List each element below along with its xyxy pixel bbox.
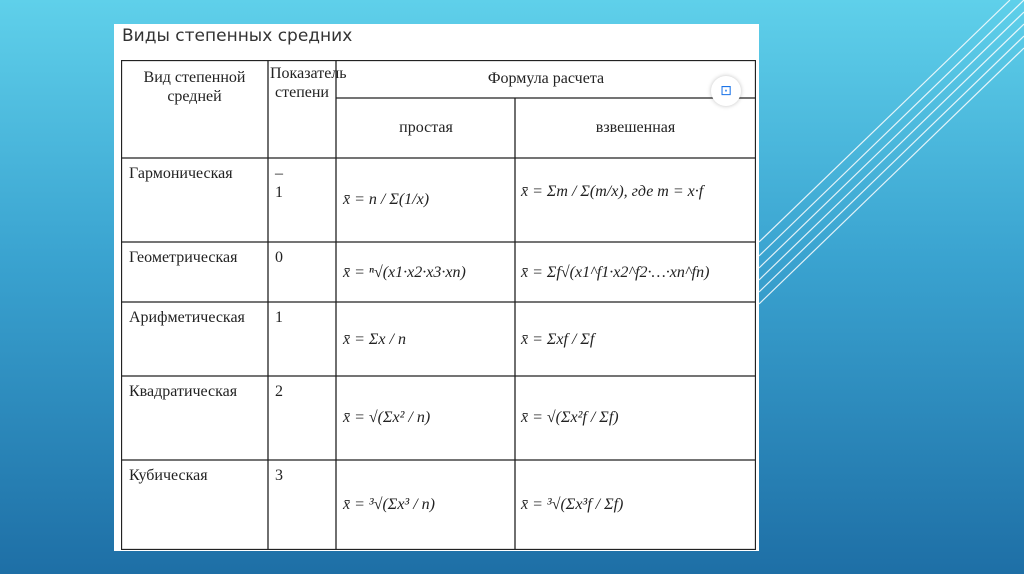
formula-harmonic-simple: x̄ = n / Σ(1/x) xyxy=(343,191,430,208)
row-quadratic-name: Квадратическая xyxy=(129,383,238,400)
visual-search-icon[interactable]: ⊡ xyxy=(711,76,741,106)
formula-quadratic-simple: x̄ = √(Σx² / n) xyxy=(343,409,431,426)
row-harmonic-name: Гармоническая xyxy=(129,165,233,182)
row-arithmetic-name: Арифметическая xyxy=(129,309,245,326)
row-harmonic-exponent: –1 xyxy=(275,165,283,201)
formula-geometric-weighted: x̄ = Σf√(x1^f1·x2^f2·…·xn^fn) xyxy=(521,264,710,281)
formula-arithmetic-simple: x̄ = Σx / n xyxy=(343,331,406,348)
row-arithmetic-exponent: 1 xyxy=(275,309,283,326)
row-quadratic-exponent: 2 xyxy=(275,383,283,400)
slide-title: Виды степенных средних xyxy=(122,26,353,46)
header-type: Вид степенной средней xyxy=(143,69,246,105)
formula-cubic-simple: x̄ = ³√(Σx³ / n) xyxy=(343,496,435,513)
row-cubic-name: Кубическая xyxy=(129,467,208,484)
formula-geometric-simple: x̄ = ⁿ√(x1·x2·x3·xn) xyxy=(343,264,466,281)
formula-harmonic-weighted: x̄ = Σm / Σ(m/x), где m = x·f xyxy=(521,183,704,200)
header-exponent: Показатель степени xyxy=(270,65,347,101)
header-simple: простая xyxy=(399,119,453,136)
header-formula: Формула расчета xyxy=(487,70,605,87)
row-geometric-exponent: 0 xyxy=(275,249,283,266)
formula-cubic-weighted: x̄ = ³√(Σx³f / Σf) xyxy=(521,496,624,513)
formula-quadratic-weighted: x̄ = √(Σx²f / Σf) xyxy=(521,409,619,426)
row-cubic-exponent: 3 xyxy=(275,467,283,484)
row-geometric-name: Геометрическая xyxy=(129,249,238,266)
header-weighted: взвешенная xyxy=(595,119,676,136)
slide-content xyxy=(114,24,759,551)
formula-arithmetic-weighted: x̄ = Σxf / Σf xyxy=(521,331,595,348)
